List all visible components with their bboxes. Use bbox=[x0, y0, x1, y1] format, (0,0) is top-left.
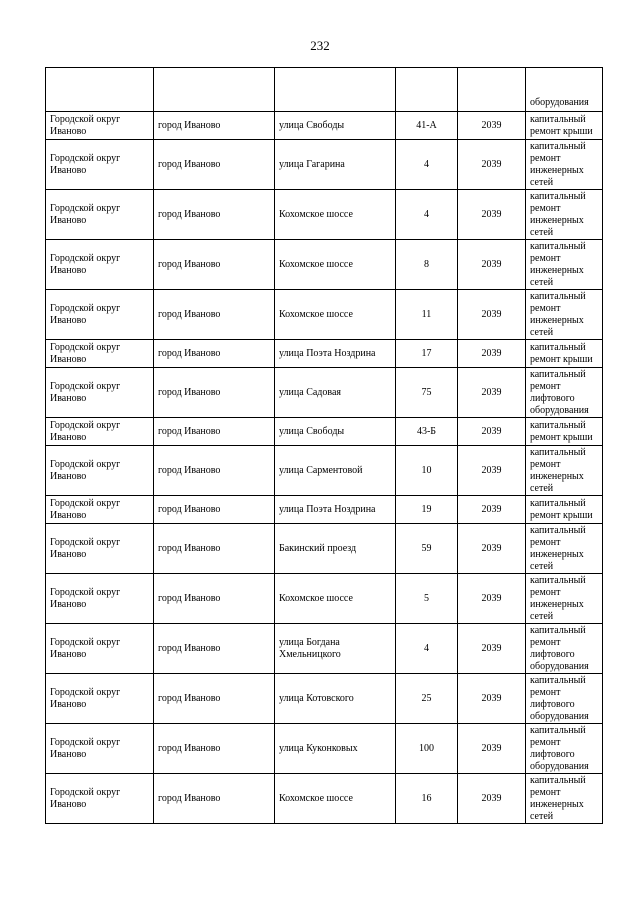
cell-settlement: город Иваново bbox=[154, 240, 275, 290]
table-row bbox=[46, 574, 603, 624]
cell-district: Городской округ Иваново bbox=[46, 446, 154, 496]
cell-work-type: капитальный ремонт лифтового оборудования bbox=[526, 724, 603, 774]
cell-house: 8 bbox=[396, 240, 458, 290]
cell-settlement: город Иваново bbox=[154, 112, 275, 140]
cell-work-type: капитальный ремонт лифтового оборудования bbox=[526, 674, 603, 724]
continuation-row bbox=[46, 68, 603, 112]
cell-district: Городской округ Иваново bbox=[46, 240, 154, 290]
cell-district: Городской округ Иваново bbox=[46, 112, 154, 140]
cell-work-type: капитальный ремонт крыши bbox=[526, 112, 603, 140]
cell-district: Городской округ Иваново bbox=[46, 418, 154, 446]
cell-year: 2039 bbox=[458, 446, 526, 496]
cell-street: улица Свободы bbox=[275, 112, 396, 140]
cell-street: улица Поэта Ноздрина bbox=[275, 340, 396, 368]
cell-year: 2039 bbox=[458, 574, 526, 624]
cell-settlement: город Иваново bbox=[154, 524, 275, 574]
cell-house: 100 bbox=[396, 724, 458, 774]
cell-work-type: капитальный ремонт лифтового оборудования bbox=[526, 368, 603, 418]
cell-year: 2039 bbox=[458, 290, 526, 340]
cell-house: 10 bbox=[396, 446, 458, 496]
table-row bbox=[46, 418, 603, 446]
cell-year: 2039 bbox=[458, 496, 526, 524]
cell-house: 59 bbox=[396, 524, 458, 574]
cell-street: улица Богдана Хмельницкого bbox=[275, 624, 396, 674]
table-row bbox=[46, 724, 603, 774]
cell-work-type: капитальный ремонт инженерных сетей bbox=[526, 774, 603, 824]
cell-house: 5 bbox=[396, 574, 458, 624]
cell-house: 16 bbox=[396, 774, 458, 824]
cell-district: Городской округ Иваново bbox=[46, 774, 154, 824]
cell-settlement: город Иваново bbox=[154, 446, 275, 496]
cell-street: улица Котовского bbox=[275, 674, 396, 724]
cell-street: Кохомское шоссе bbox=[275, 240, 396, 290]
cell-settlement: город Иваново bbox=[154, 774, 275, 824]
cell-settlement: город Иваново bbox=[154, 496, 275, 524]
cell-year: 2039 bbox=[458, 774, 526, 824]
cell-street: Кохомское шоссе bbox=[275, 574, 396, 624]
cell-work-type: капитальный ремонт инженерных сетей bbox=[526, 140, 603, 190]
table-row bbox=[46, 446, 603, 496]
table-row bbox=[46, 674, 603, 724]
cell-settlement: город Иваново bbox=[154, 340, 275, 368]
cell-work-type: капитальный ремонт крыши bbox=[526, 418, 603, 446]
cell-district: Городской округ Иваново bbox=[46, 290, 154, 340]
cell-work-type: капитальный ремонт инженерных сетей bbox=[526, 240, 603, 290]
cell-house: 43-Б bbox=[396, 418, 458, 446]
housing-repair-table bbox=[45, 67, 603, 824]
cell-house: 75 bbox=[396, 368, 458, 418]
cell-work-type: капитальный ремонт инженерных сетей bbox=[526, 190, 603, 240]
table-row bbox=[46, 340, 603, 368]
cell-year: 2039 bbox=[458, 190, 526, 240]
page-number: 232 bbox=[310, 38, 330, 53]
cell-district: Городской округ Иваново bbox=[46, 496, 154, 524]
table-row bbox=[46, 190, 603, 240]
cell-house: 17 bbox=[396, 340, 458, 368]
cell-year: 2039 bbox=[458, 418, 526, 446]
cell-year: 2039 bbox=[458, 112, 526, 140]
cell-settlement bbox=[154, 68, 275, 112]
cell-year: 2039 bbox=[458, 140, 526, 190]
cell-street: Кохомское шоссе bbox=[275, 190, 396, 240]
cell-work-type: оборудования bbox=[526, 68, 603, 112]
cell-settlement: город Иваново bbox=[154, 190, 275, 240]
cell-house: 4 bbox=[396, 624, 458, 674]
table-row bbox=[46, 774, 603, 824]
cell-street bbox=[275, 68, 396, 112]
cell-year: 2039 bbox=[458, 524, 526, 574]
cell-settlement: город Иваново bbox=[154, 724, 275, 774]
table-row bbox=[46, 524, 603, 574]
cell-house: 41-А bbox=[396, 112, 458, 140]
cell-district bbox=[46, 68, 154, 112]
cell-work-type: капитальный ремонт инженерных сетей bbox=[526, 446, 603, 496]
cell-street: Бакинский проезд bbox=[275, 524, 396, 574]
table-row bbox=[46, 112, 603, 140]
cell-house: 19 bbox=[396, 496, 458, 524]
cell-district: Городской округ Иваново bbox=[46, 724, 154, 774]
cell-district: Городской округ Иваново bbox=[46, 340, 154, 368]
cell-settlement: город Иваново bbox=[154, 140, 275, 190]
cell-district: Городской округ Иваново bbox=[46, 190, 154, 240]
cell-district: Городской округ Иваново bbox=[46, 674, 154, 724]
cell-year: 2039 bbox=[458, 724, 526, 774]
cell-work-type: капитальный ремонт крыши bbox=[526, 340, 603, 368]
cell-street: улица Свободы bbox=[275, 418, 396, 446]
cell-district: Городской округ Иваново bbox=[46, 368, 154, 418]
cell-year: 2039 bbox=[458, 340, 526, 368]
cell-work-type: капитальный ремонт инженерных сетей bbox=[526, 574, 603, 624]
cell-year: 2039 bbox=[458, 240, 526, 290]
cell-street: улица Сарментовой bbox=[275, 446, 396, 496]
cell-work-type: капитальный ремонт инженерных сетей bbox=[526, 524, 603, 574]
table-row bbox=[46, 496, 603, 524]
cell-street: улица Поэта Ноздрина bbox=[275, 496, 396, 524]
cell-house: 25 bbox=[396, 674, 458, 724]
cell-house: 11 bbox=[396, 290, 458, 340]
cell-work-type: капитальный ремонт лифтового оборудования bbox=[526, 624, 603, 674]
cell-work-type: капитальный ремонт инженерных сетей bbox=[526, 290, 603, 340]
cell-street: улица Садовая bbox=[275, 368, 396, 418]
cell-year: 2039 bbox=[458, 624, 526, 674]
table-row bbox=[46, 290, 603, 340]
cell-district: Городской округ Иваново bbox=[46, 524, 154, 574]
cell-year: 2039 bbox=[458, 368, 526, 418]
table-row bbox=[46, 368, 603, 418]
cell-district: Городской округ Иваново bbox=[46, 574, 154, 624]
cell-settlement: город Иваново bbox=[154, 290, 275, 340]
cell-settlement: город Иваново bbox=[154, 624, 275, 674]
cell-street: Кохомское шоссе bbox=[275, 774, 396, 824]
table-row bbox=[46, 140, 603, 190]
cell-year bbox=[458, 68, 526, 112]
cell-street: улица Куконковых bbox=[275, 724, 396, 774]
cell-house: 4 bbox=[396, 140, 458, 190]
cell-street: Кохомское шоссе bbox=[275, 290, 396, 340]
cell-settlement: город Иваново bbox=[154, 574, 275, 624]
cell-district: Городской округ Иваново bbox=[46, 140, 154, 190]
table-row bbox=[46, 624, 603, 674]
cell-year: 2039 bbox=[458, 674, 526, 724]
cell-district: Городской округ Иваново bbox=[46, 624, 154, 674]
cell-street: улица Гагарина bbox=[275, 140, 396, 190]
cell-house bbox=[396, 68, 458, 112]
cell-house: 4 bbox=[396, 190, 458, 240]
cell-settlement: город Иваново bbox=[154, 368, 275, 418]
cell-settlement: город Иваново bbox=[154, 674, 275, 724]
table-row bbox=[46, 240, 603, 290]
cell-settlement: город Иваново bbox=[154, 418, 275, 446]
cell-work-type: капитальный ремонт крыши bbox=[526, 496, 603, 524]
